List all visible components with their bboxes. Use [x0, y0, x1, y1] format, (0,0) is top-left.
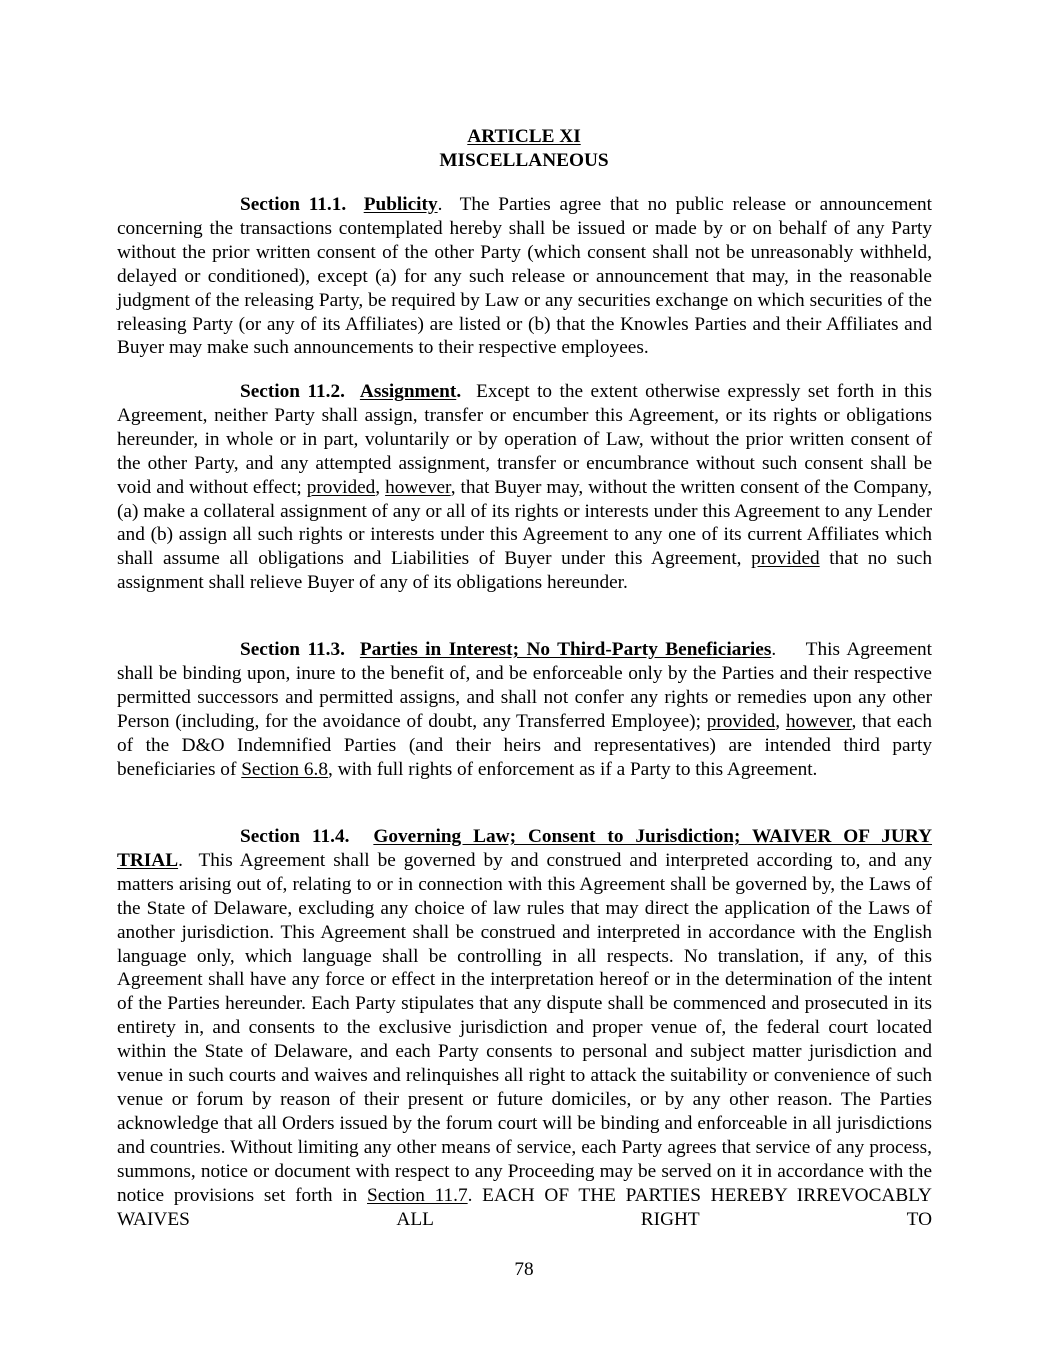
article-number: ARTICLE XI	[467, 126, 581, 147]
section-title-punct: .	[437, 194, 443, 215]
section-title-punct: .	[771, 639, 777, 660]
section-title-punct: .	[456, 381, 462, 402]
section-paragraph	[117, 825, 932, 1231]
section-title: Parties in Interest; No Third-Party Beneficiaries	[359, 639, 772, 660]
article-heading	[0, 125, 1048, 173]
article-title: MISCELLANEOUS	[439, 150, 609, 171]
section-11-2	[117, 380, 932, 595]
section-11-1	[117, 193, 932, 360]
provided-term: provided	[706, 710, 776, 732]
however-term: however	[785, 710, 852, 732]
page-number: 78	[514, 1259, 534, 1280]
section-text: that Buyer may, without the written consent of the Company, (a) make a collateral assignment of any or all of its rights or interests under this Agreement to any Lender and (b) assign all such rights or interests under this Agreement to any one of its current Affiliates which shall assume all obligations and Liabilities of Buyer under this Agreement,	[117, 476, 933, 570]
section-title: Governing Law; Consent to Jurisdiction; WAIVER OF JURY TRIAL	[117, 826, 932, 871]
section-text: This Agreement shall be binding upon, inure to the benefit of, and be enforceable only by the Parties and their respective permitted successors and permitted assigns, and shall not confer any rights or remedies upon any other Person (including, for the avoidance of doubt, any Transferred Employee);	[117, 639, 933, 732]
section-number: Section 11.1.	[240, 194, 347, 215]
section-text: The Parties agree that no public release or announcement concerning the transactions contemplated hereby shall be issued or made by or on behalf of any Party without the prior written consent of the other Party (which consent shall not be unreasonably withheld, delayed or conditioned), except (a) for any such release or announcement that may, in the reasonable judgment of the releasing Party, be required by Law or any securities exchange on which securities of the releasing Party (or any of its Affiliates) are listed or (b) that the Knowles Parties and their Affiliates and Buyer may make such announcements to their respective employees.	[117, 194, 932, 359]
section-reference: Section 6.8	[241, 758, 328, 780]
section-number: Section 11.2.	[240, 381, 345, 402]
section-text: . EACH OF THE PARTIES HEREBY IRREVOCABLY WAIVES ALL RIGHT TO	[117, 1184, 932, 1230]
however-term: however	[385, 476, 451, 498]
section-number: Section 11.3.	[240, 639, 345, 660]
section-paragraph	[117, 193, 932, 360]
section-paragraph: Section 11.2. Assignment. Except to the extent otherwise expressly set forth in this Agreement, neither Party shall assign, transfer or encumber this Agreement, or its rights or obligations hereunder, in whole or in part, voluntarily or by operation of Law, without the prior written consent of the other Party, and any attempted assignment, transfer or encumbrance without such consent shall be void and without effect; provided, however, that Buyer may, without the written consent of the Company, (a) make a collateral assignment of any or all of its rights or interests under this Agreement to any Lender and (b) assign all such rights or interests under this Agreement to any one of its current Affiliates which shall assume all obligations and Liabilities of Buyer under this Agreement, provided that no such assignment shall relieve Buyer of any of its obligations hereunder.	[117, 381, 933, 594]
section-reference: Section 11.7	[367, 1184, 468, 1206]
section-text: that no such assignment shall relieve Buyer of any of its obligations hereunder.	[117, 548, 932, 594]
section-title: Assignment	[359, 381, 457, 402]
section-11-3	[117, 638, 932, 781]
section-text: , with full rights of enforcement as if a Party to this Agreement.	[327, 758, 818, 780]
provided-term: provided	[306, 476, 376, 498]
section-title: Publicity	[363, 194, 438, 215]
section-11-4	[117, 825, 932, 1231]
section-text: Except to the extent otherwise expressly set forth in this Agreement, neither Party shall assign, transfer or encumber this Agreement, or its rights or obligations hereunder, in whole or in part, voluntarily or by operation of Law, without the prior written consent of the other Party, and any attempted assignment, transfer or encumbrance without such consent shall be void and without effect;	[117, 381, 932, 498]
section-text: This Agreement shall be governed by and construed and interpreted according to, and any matters arising out of, relating to or in connection with this Agreement shall be governed by, the Laws of the State of Delaware, excluding any choice of law rules that may direct the application of the Laws of another jurisdiction. This Agreement shall be construed and interpreted in accordance with the English language only, which language shall be controlling in all respects. No translation, if any, of this Agreement shall have any force or effect in the interpretation hereof or in the determination of the intent of the Parties hereunder. Each Party stipulates that any dispute shall be commenced and prosecuted in its entirety in, and consents to the exclusive jurisdiction and proper venue of, the federal court located within the State of Delaware, and each Party consents to personal and subject matter jurisdiction and venue in such courts and waives and relinquishes all right to attack the suitability or convenience of such venue or forum by reason of their present or future domiciles, or by any other reason. The Parties acknowledge that all Orders issued by the forum court will be binding and enforceable in all jurisdictions and countries. Without limiting any other means of service, each Party agrees that service of any process, summons, notice or document with respect to any Proceeding may be served on it in accordance with the notice provisions set forth in	[117, 849, 933, 1206]
section-text: that each of the D&O Indemnified Parties (and their heirs and representatives) are intended third party beneficiaries of	[117, 710, 933, 780]
section-paragraph: Section 11.3. Parties in Interest; No Third-Party Beneficiaries. This Agreement shall be binding upon, inure to the benefit of, and be enforceable only by the Parties and their respective permitted successors and permitted assigns, and shall not confer any rights or remedies upon any other Person (including, for the avoidance of doubt, any Transferred Employee); provided, however, that each of the D&O Indemnified Parties (and their heirs and representatives) are intended third party beneficiaries of Section 6.8, with full rights of enforcement as if a Party to this Agreement.	[117, 639, 933, 780]
section-number: Section 11.4.	[240, 826, 350, 847]
provided-term: provided	[751, 548, 820, 570]
section-title-punct: .	[178, 849, 183, 871]
